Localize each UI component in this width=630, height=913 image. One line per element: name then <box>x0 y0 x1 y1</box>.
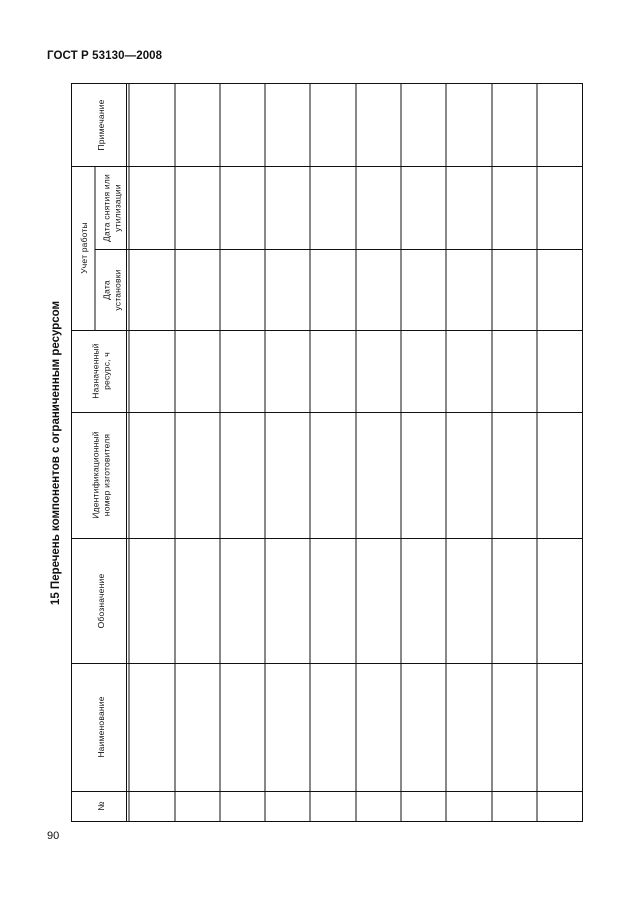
removal-line2: утилизации <box>112 184 122 232</box>
removal-line1: Дата снятия или <box>101 174 112 242</box>
table-border <box>72 84 583 822</box>
resource-line1: Назначенный <box>90 343 101 399</box>
page-number: 90 <box>47 830 60 842</box>
install-line2: установки <box>112 269 122 311</box>
install-line1: Дата <box>101 280 112 300</box>
document-header: ГОСТ Р 53130—2008 <box>47 50 163 62</box>
resource-line2: ресурс, ч <box>101 352 111 390</box>
ident-line1: Идентификационный <box>90 431 101 519</box>
ident-line2: номер изготовителя <box>101 433 111 517</box>
